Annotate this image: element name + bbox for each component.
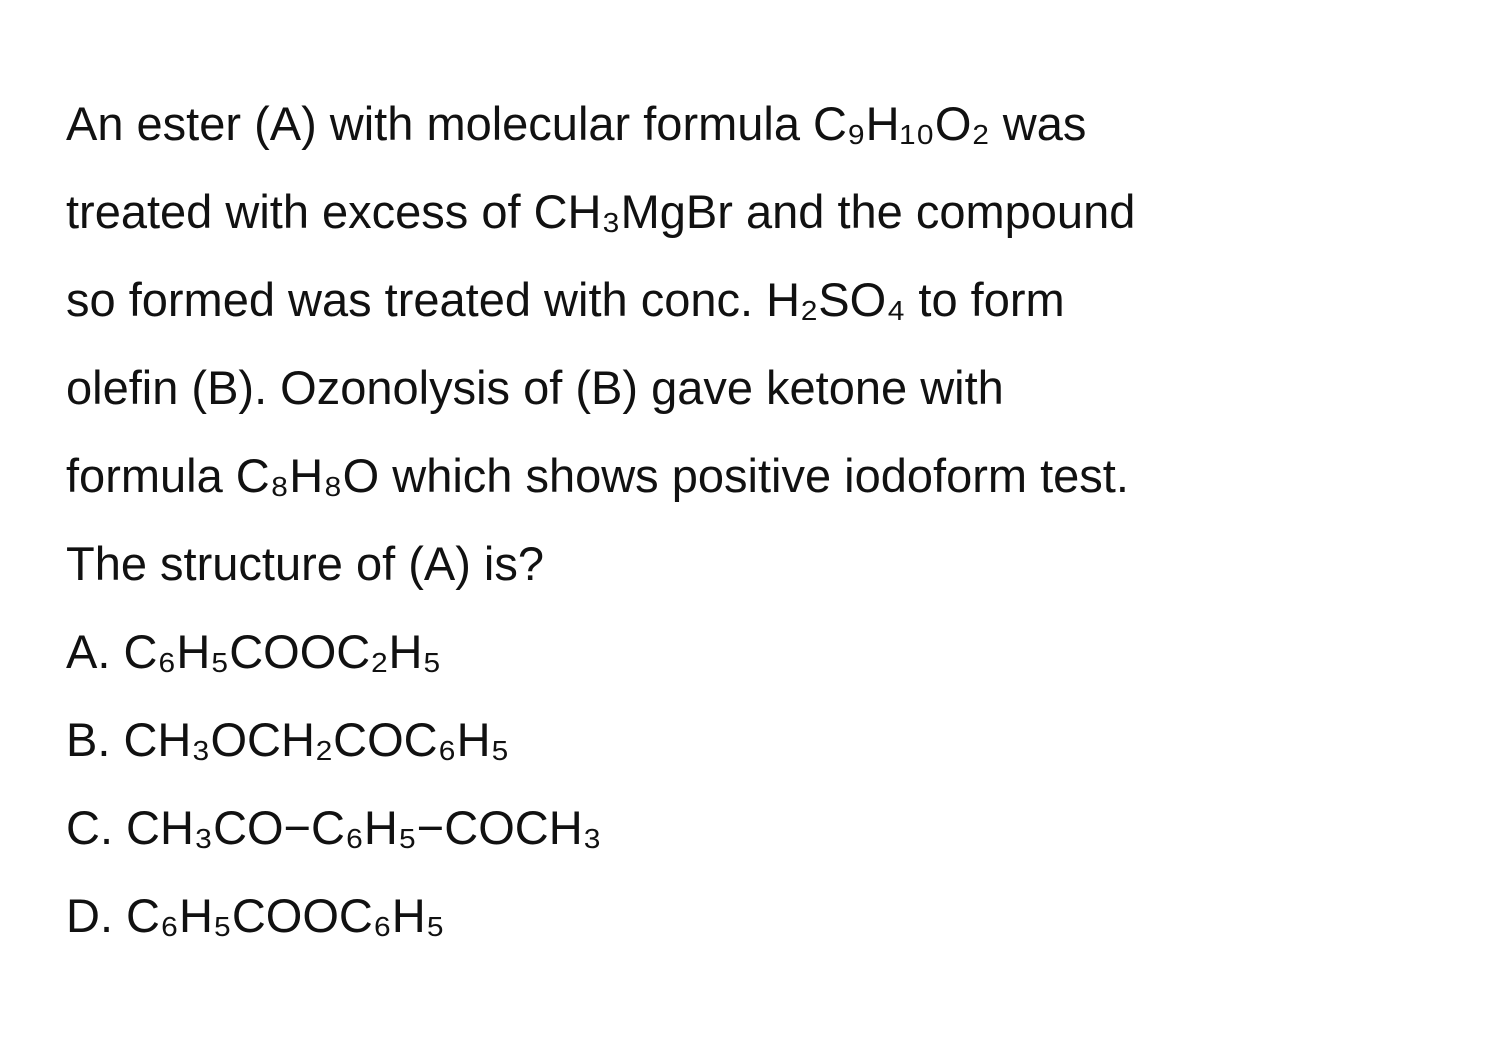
question-line: so formed was treated with conc. H₂SO₄ to form (66, 273, 1065, 326)
option-a: A. C₆H₅COOC₂H₅ (66, 625, 442, 678)
answer-options (66, 618, 1476, 970)
question-line: An ester (A) with molecular formula C₉H₁₀O₂ was (66, 97, 1087, 150)
question-text (66, 90, 1476, 618)
question-line: formula C₈H₈O which shows positive iodoform test. (66, 449, 1129, 502)
question-line: The structure of (A) is? (66, 537, 544, 590)
option-c: C. CH₃CO−C₆H₅−COCH₃ (66, 801, 602, 854)
option-d: D. C₆H₅COOC₆H₅ (66, 889, 445, 942)
question-line: olefin (B). Ozonolysis of (B) gave ketone with (66, 361, 1004, 414)
question-line: treated with excess of CH₃MgBr and the compound (66, 185, 1136, 238)
question-document (66, 90, 1476, 970)
option-b: B. CH₃OCH₂COC₆H₅ (66, 713, 510, 766)
